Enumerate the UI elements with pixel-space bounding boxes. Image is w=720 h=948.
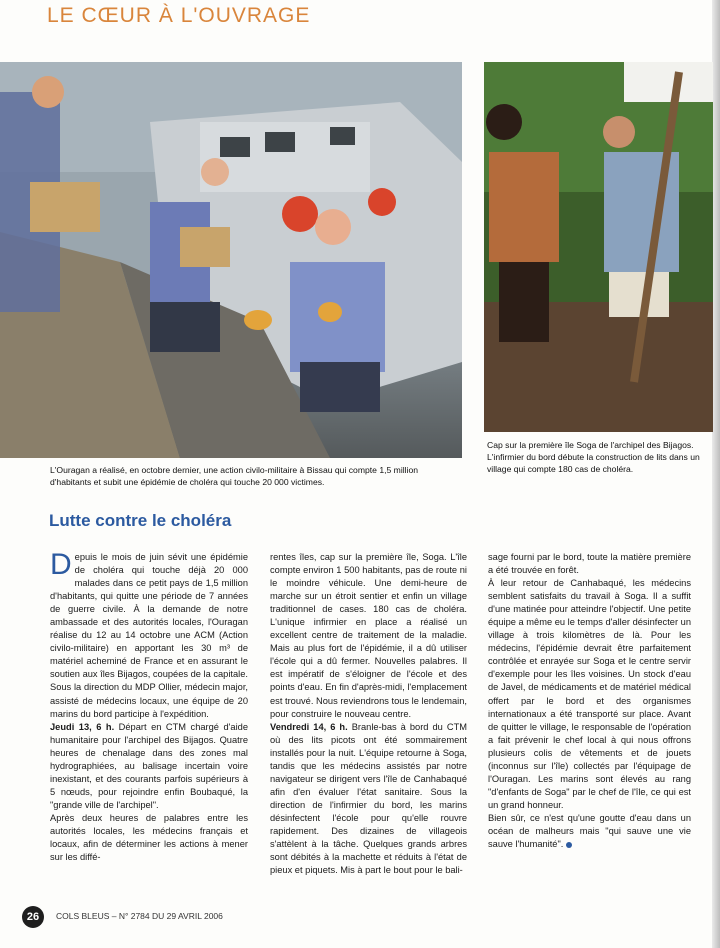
photo-sailors-illustration [0,62,462,458]
paragraph [270,721,467,878]
paragraph-text: sage fourni par le bord, toute la matière première a été trouvée en forêt. [488,552,691,576]
paragraph [488,812,691,851]
dateline: Jeudi 13, 6 h. [50,721,115,732]
paragraph-text: Bien sûr, ce n'est qu'une goutte d'eau dans un océan de malheurs mais "qui sauve une vie sauve l'humanité". [488,812,691,850]
paragraph [50,548,248,721]
photo-island-illustration [484,62,713,432]
end-mark-icon [566,842,572,848]
paragraph-text: Après deux heures de palabres entre les autorités locales, les médecins français et locaux, afin de déterminer les actions à mener sur les diffé- [50,812,248,863]
article-column-3 [488,551,691,851]
photo-caption-main: L'Ouragan a réalisé, en octobre dernier, une action civilo-militaire à Bissau qui compte 1,5 million d'habitants et subit une épidémie de choléra qui touche 20 000 victimes. [50,465,419,487]
paragraph-text: rentes îles, cap sur la première île, Soga. L'île compte environ 1 500 habitants, pas de route ni le moindre véhicule. Une demi-heure de marche sur un étroit sentier et enfin un village traditionnel de cases. 180 cas de choléra. L'unique infirmier en place a réalisé un excellent centre de traitement de la maladie. Mais au plus fort de l'épidémie, il a dû utiliser l'école qui a dû fermer. Nouvelles palabres. Il est impératif de s'éloigner de l'école et des points d'eau. En fin d'après-midi, l'emplacement est trouvé. Nous reviendrons tous le lendemain, pour construire le nouveau centre. [270,552,467,719]
page-number: 26 [22,906,44,928]
page-edge-shadow [712,0,720,948]
article-column-2 [270,551,467,877]
paragraph [50,721,248,812]
publication-info: COLS BLEUS – N° 2784 DU 29 AVRIL 2006 [56,911,223,921]
paragraph-text: Départ en CTM chargé d'aide humanitaire pour l'archipel des Bijagos. Quatre heures de chenalage dans des zones mal hydrographiées, au balisage incertain voire inexistant, et des courants parfois supérieurs à 5 nœuds, pour rejoindre enfin Boubaqué, la "grande ville de l'archipel". [50,721,249,810]
photo-sailors-unloading [0,62,462,458]
paragraph-text: Branle-bas à bord du CTM où des lits picots ont été sommairement installés pour la nuit. L'équipe retourne à Soga, tandis que les médecins assistés par notre navigateur se dirigent vers l'île de Canhabaqué afin d'en évaluer l'état sanitaire. Sous la direction de l'infirmier du bord, les marins désinfectent l'école pour qu'elle rouvre rapidement. Des dizaines de villageois s'attèlent à la tâche. Quelques grands arbres sont débités à la machette et réduits à l'état de pieux et piquets. Mis à part le bout pour le bali- [270,721,467,876]
drop-cap: D [50,548,72,581]
photo-soga-island [484,62,713,432]
photo-caption-island: Cap sur la première île Soga de l'archipel des Bijagos. L'infirmier du bord débute la construction de lits dans un village qui compte 180 cas de choléra. [487,440,700,474]
paragraph-text: epuis le mois de juin sévit une épidémie de choléra qui touche déjà 20 000 malades dans ce petit pays de 1,5 million d'habitants, qui quitte une période de 7 années de guerre civile. À la demande de notre ambassade et des autorités locales, l'Ouragan réalise du 12 au 14 octobre une ACM (Action civilo-militaire) en apportant les 30 m³ de matériel acheminé de France et en assurant le soutien aux îles Bijagos, coupées de la capitale. Sous la direction du MDP Ollier, médecin major, assisté de médecins locaux, une équipe de 20 marins du bord participe à l'expédition. [50,552,248,719]
article-column-1 [50,548,249,864]
paragraph-text: À leur retour de Canhabaqué, les médecins semblent satisfaits du travail à Soga. Il a suffit d'une matinée pour atteindre l'objectif. Une petite équipe a même eu le temps d'aller désinfecter un village à trois kilomètres de là. Pour les médecins, l'épidémie devrait être parfaitement contrôlée et enrayée sur Soga et le centre servir d'exemple pour les îles voisines. Un stock d'eau de Javel, de médicaments et de matériel médical offert par le bord et des organismes internationaux a été transporté sur place. Avant de quitter le village, le responsable de l'opération a fait prévenir le chef local à qui nous offrons plusieurs colis de vêtements et de jouets (inconnus sur l'île) collectés par l'équipage de l'Ouragan. Les marins sont élevés au rang "d'enfants de Soga" par le chef de l'île, ce qui est un grand honneur. [488,578,691,810]
section-title: LE CŒUR À L'OUVRAGE [47,4,311,27]
article-heading: Lutte contre le choléra [49,511,232,530]
dateline: Vendredi 14, 6 h. [270,721,348,732]
